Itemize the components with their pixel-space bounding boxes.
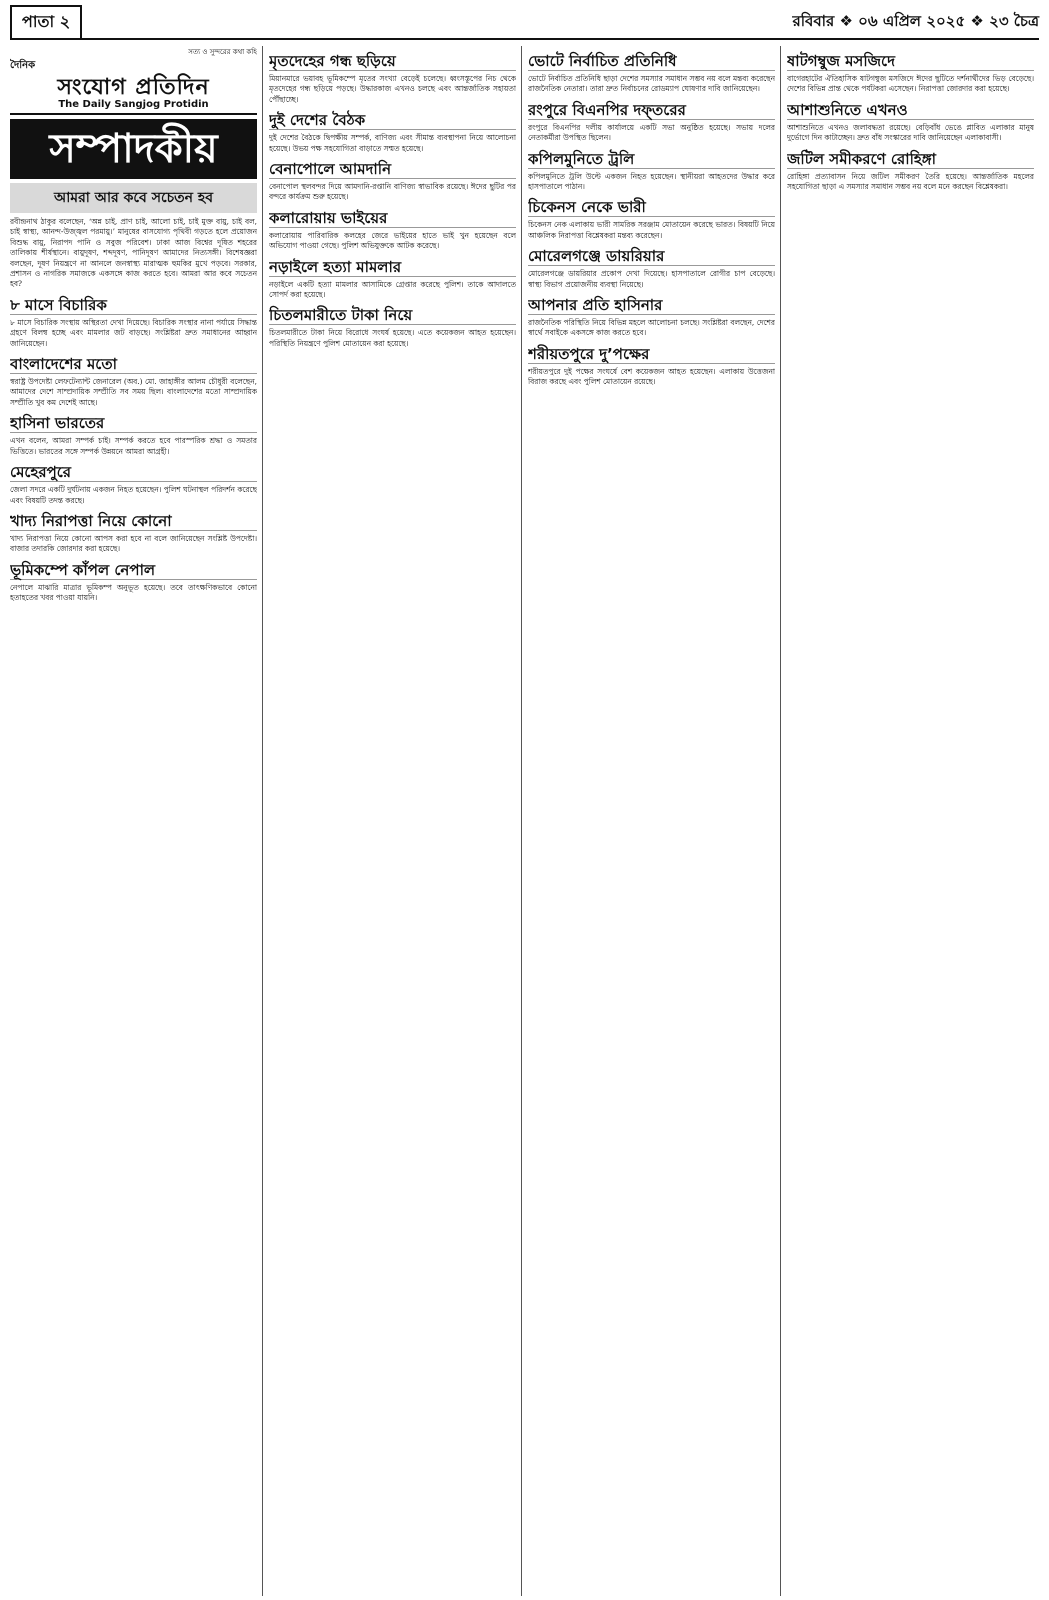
article-body: চিতলমারীতে টাকা নিয়ে বিরোধে সংঘর্ষ হয়েছে। এতে কয়েকজন আহত হয়েছেন। পরিস্থিতি নিয়ন্ত্রণে পুলিশ মোতায়েন করা হয়েছে। [269, 328, 516, 348]
article-body: চিকেনস নেক এলাকায় ভারী সামরিক সরঞ্জাম মোতায়েন করেছে ভারত। বিষয়টি নিয়ে আঞ্চলিক নিরাপত্তা বিশ্লেষকরা মন্তব্য করেছেন। [528, 220, 775, 240]
article-body: শরীয়তপুরে দুই পক্ষের সংঘর্ষে বেশ কয়েকজন আহত হয়েছেন। এলাকায় উত্তেজনা বিরাজ করছে এবং পুলিশ মোতায়েন রয়েছে। [528, 366, 775, 387]
headline: হাসিনা ভারতের [10, 414, 257, 433]
article-body: স্বরাষ্ট্র উপদেষ্টা লেফটেন্যান্ট জেনারেল (অব.) মো. জাহাঙ্গীর আলম চৌধুরী বলেছেন, আমাদের দেশে সাম্প্রদায়িক সম্প্রীতি সব সময় ছিল। বাংলাদেশের মতো সাম্প্রদায়িক সম্প্রীতি খুব কম দেশেই আছে। [10, 377, 257, 407]
headline: খাদ্য নিরাপত্তা নিয়ে কোনো [10, 512, 257, 531]
masthead-name-en: The Daily Sangjog Protidin [58, 99, 209, 110]
headline: মেহেরপুরে [10, 463, 257, 482]
article-body: মিয়ানমারে ভয়াবহ ভূমিকম্পে মৃতের সংখ্যা বেড়েই চলেছে। ধ্বংসস্তূপের নিচ থেকে মৃতদেহের গন্ধ ছড়িয়ে পড়ছে। উদ্ধারকাজ এখনও চলছে এবং আন্তর্জাতিক সহায়তা পৌঁছাচ্ছে। [269, 74, 516, 104]
article-body: এখন বলেন, আমরা সম্পর্ক চাই। সম্পর্ক করতে হবে পারস্পরিক শ্রদ্ধা ও সমতার ভিত্তিতে। ভারতের সঙ্গে সম্পর্ক উন্নয়নে আমরা আগ্রহী। [10, 436, 257, 456]
article-body: রাজনৈতিক পরিস্থিতি নিয়ে বিভিন্ন মহলে আলোচনা চলছে। সংশ্লিষ্টরা বলছেন, দেশের স্বার্থে সবাইকে একসঙ্গে কাজ করতে হবে। [528, 318, 775, 338]
headline: শরীয়তপুরে দু’পক্ষের [528, 345, 775, 364]
headline: মোরেলগঞ্জে ডায়রিয়ার [528, 247, 775, 266]
column-1 [10, 46, 263, 1596]
column-3 [528, 46, 781, 1596]
article-body: রংপুরে বিএনপির দলীয় কার্যালয়ে একটি সভা অনুষ্ঠিত হয়েছে। সভায় দলের নেতাকর্মীরা উপস্থিত ছিলেন। [528, 122, 775, 143]
article-body: রোহিঙ্গা প্রত্যাবাসন নিয়ে জটিল সমীকরণ তৈরি হয়েছে। আন্তর্জাতিক মহলের সহযোগিতা ছাড়া এ সমস্যার সমাধান সম্ভব নয় বলে মনে করছেন বিশ্লেষকরা। [787, 171, 1034, 192]
masthead-name: সংযোগ প্রতিদিন [57, 74, 210, 100]
column-2 [269, 46, 522, 1596]
article-body: দুই দেশের বৈঠকে দ্বিপক্ষীয় সম্পর্ক, বাণিজ্য এবং সীমান্ত ব্যবস্থাপনা নিয়ে আলোচনা হয়েছে। উভয় পক্ষ সহযোগিতা বাড়াতে সম্মত হয়েছে। [269, 133, 516, 153]
article-body: মোরেলগঞ্জে ডায়রিয়ার প্রকোপ দেখা দিয়েছে। হাসপাতালে রোগীর চাপ বেড়েছে। স্বাস্থ্য বিভাগ প্রয়োজনীয় ব্যবস্থা নিয়েছে। [528, 269, 775, 289]
article-body: বাগেরহাটের ঐতিহাসিক ষাটগম্বুজ মসজিদে ঈদের ছুটিতে দর্শনার্থীদের ভিড় বেড়েছে। দেশের বিভিন্ন প্রান্ত থেকে পর্যটকরা এসেছেন। নিরাপত্তা জোরদার করা হয়েছে। [787, 74, 1034, 94]
masthead-tagline: সত্য ও সুন্দরের কথা কহি [188, 48, 257, 56]
headline: মৃতদেহের গন্ধ ছড়িয়ে [269, 52, 516, 71]
headline: ভূমিকম্পে কাঁপল নেপাল [10, 561, 257, 580]
editorial-title: আমরা আর কবে সচেতন হব [10, 183, 257, 213]
headline: ৮ মাসে বিচারিক [10, 296, 257, 315]
masthead [10, 46, 257, 115]
headline: নড়াইলে হত্যা মামলার [269, 258, 516, 277]
article-body: কপিলমুনিতে ট্রলি উল্টে একজন নিহত হয়েছেন। স্থানীয়রা আহতদের উদ্ধার করে হাসপাতালে পাঠান। [528, 171, 775, 192]
article-body: খাদ্য নিরাপত্তা নিয়ে কোনো আপস করা হবে না বলে জানিয়েছেন সংশ্লিষ্ট উপদেষ্টা। বাজার তদারকি জোরদার করা হয়েছে। [10, 533, 257, 554]
headline: জটিল সমীকরণে রোহিঙ্গা [787, 150, 1034, 169]
article-body: জেলা সদরে একটি দুর্ঘটনায় একজন নিহত হয়েছেন। পুলিশ ঘটনাস্থল পরিদর্শন করেছে এবং বিষয়টি তদন্ত করছে। [10, 485, 257, 505]
columns [10, 46, 1039, 1596]
dateline: রবিবার ❖ ০৬ এপ্রিল ২০২৫ ❖ ২৩ চৈত্র [792, 11, 1039, 30]
masthead-daily: দৈনিক [10, 60, 36, 71]
editorial-banner: সম্পাদকীয় [10, 119, 257, 179]
article-body: নেপালে মাঝারি মাত্রার ভূমিকম্প অনুভূত হয়েছে। তবে তাৎক্ষণিকভাবে কোনো হতাহতের খবর পাওয়া যায়নি। [10, 582, 257, 603]
headline: ষাটগম্বুজ মসজিদে [787, 52, 1034, 71]
headline: রংপুরে বিএনপির দফ্তরের [528, 101, 775, 120]
headline: আপনার প্রতি হাসিনার [528, 296, 775, 315]
article-body: ভোটে নির্বাচিত প্রতিনিধি ছাড়া দেশের সমস্যার সমাধান সম্ভব নয় বলে মন্তব্য করেছেন রাজনৈতিক নেতারা। তারা দ্রুত নির্বাচনের রোডম্যাপ ঘোষণার দাবি জানিয়েছেন। [528, 74, 775, 94]
headline: চিতলমারীতে টাকা নিয়ে [269, 306, 516, 325]
article-body: আশাশুনিতে এখনও জলাবদ্ধতা রয়েছে। বেড়িবাঁধ ভেঙে প্লাবিত এলাকার মানুষ দুর্ভোগে দিন কাটাচ্ছেন। দ্রুত বাঁধ সংস্কারের দাবি জানিয়েছেন এলাকাবাসী। [787, 122, 1034, 143]
article-body: বেনাপোল স্থলবন্দর দিয়ে আমদানি-রপ্তানি বাণিজ্য স্বাভাবিক রয়েছে। ঈদের ছুটির পর বন্দরে কার্যক্রম শুরু হয়েছে। [269, 182, 516, 202]
article-body: ৮ মাসে বিচারিক সংস্থায় অস্থিরতা দেখা দিয়েছে। বিচারিক সংস্থার নানা পর্যায়ে সিদ্ধান্ত গ্রহণে বিলম্ব হচ্ছে এবং মামলার জট বাড়ছে। সংশ্লিষ্টরা দ্রুত সমাধানের আহ্বান জানিয়েছেন। [10, 317, 257, 348]
headline: বাংলাদেশের মতো [10, 355, 257, 374]
top-bar [10, 6, 1039, 40]
headline: ভোটে নির্বাচিত প্রতিনিধি [528, 52, 775, 71]
headline: চিকেনস নেকে ভারী [528, 198, 775, 217]
headline: কলারোয়ায় ভাইয়ের [269, 209, 516, 228]
headline: কপিলমুনিতে ট্রলি [528, 150, 775, 169]
headline: আশাশুনিতে এখনও [787, 101, 1034, 120]
page-number: পাতা ২ [10, 5, 82, 40]
headline: দুই দেশের বৈঠক [269, 111, 516, 130]
article-body: কলারোয়ায় পারিবারিক কলহের জেরে ভাইয়ের হাতে ভাই খুন হয়েছেন বলে অভিযোগ পাওয়া গেছে। পুলিশ অভিযুক্তকে আটক করেছে। [269, 230, 516, 251]
column-4 [787, 46, 1039, 1596]
article-body: নড়াইলে একটি হত্যা মামলার আসামিকে গ্রেপ্তার করেছে পুলিশ। তাকে আদালতে সোপর্দ করা হয়েছে। [269, 279, 516, 300]
headline: বেনাপোলে আমদানি [269, 160, 516, 179]
editorial-body: রবীন্দ্রনাথ ঠাকুর বলেছেন, ‘অন্ন চাই, প্রাণ চাই, আলো চাই, চাই মুক্ত বায়ু, চাই বল, চাই স্বাস্থ্য, আনন্দ-উজ্জ্বল পরমায়ু।’ মানুষের বাসযোগ্য পৃথিবী গড়তে হলে প্রয়োজন বিশুদ্ধ বায়ু, নিরাপদ পানি ও সবুজ পরিবেশ। ঢাকা আজ বিশ্বের দূষিত শহরের তালিকায় শীর্ষস্থানে। বায়ুদূষণ, শব্দদূষণ, পানিদূষণ আমাদের নিত্যসঙ্গী। বিশেষজ্ঞরা বলছেন, দূষণ নিয়ন্ত্রণে না আনলে জনস্বাস্থ্য মারাত্মক হুমকির মুখে পড়বে। সরকার, প্রশাসন ও নাগরিক সমাজকে একসঙ্গে কাজ করতে হবে। আমরা আর কবে সচেতন হব? [10, 217, 257, 289]
